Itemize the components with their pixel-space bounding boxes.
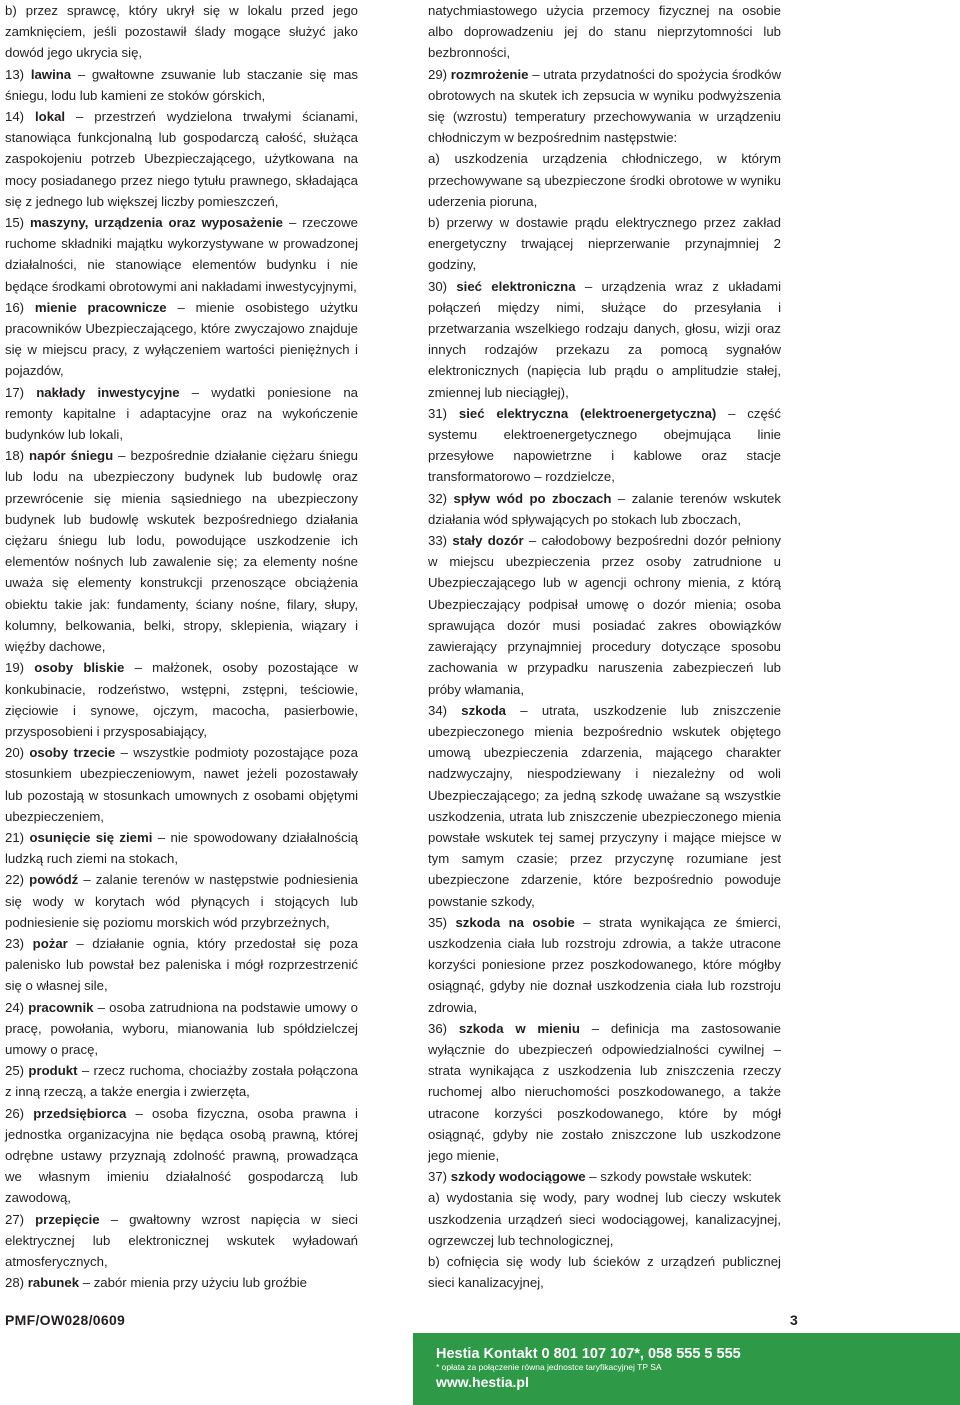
definition-number: 35)	[428, 914, 448, 930]
definition-paragraph	[5, 382, 358, 446]
definition-number: 36)	[428, 1020, 448, 1036]
definition-subitem	[428, 212, 781, 276]
definition-term: produkt	[28, 1063, 78, 1079]
definition-text: – definicja ma zastosowanie wyłącznie do ubezpieczeń odpowiedzialności cywilnej – strata wynikająca z uszkodzenia lub zniszczenia rzeczy ruchomej albo nieruchomości poszkodowanego, a także utracone korzyści poszkodowanego, które by mógł osiągnąć, gdyby nie zostało zniszczone lub uszkodzone jego mienie,	[428, 1020, 781, 1163]
definition-number: 25)	[5, 1063, 25, 1079]
definition-term: rozmrożenie	[450, 66, 529, 82]
definition-number: 17)	[5, 384, 25, 400]
definition-paragraph	[428, 276, 781, 403]
definition-number: 24)	[5, 999, 25, 1015]
definition-paragraph	[428, 530, 781, 700]
definition-text: – strata wynikająca ze śmierci, uszkodzenia ciała lub rozstroju zdrowia, a także utracone korzyści poniesione przez poszkodowanego, które mógłby osiągnąć, gdyby nie doznał uszkodzenia ciała lub rozstroju zdrowia,	[428, 914, 781, 1015]
definition-term: osunięcie się ziemi	[29, 829, 153, 845]
right-text-column	[428, 0, 781, 1293]
definition-text: b) przez sprawcę, który ukrył się w lokalu przed jego zamknięciem, jeśli pozostawił ślady mogące służyć jako dowód jego ukrycia się,	[5, 3, 358, 61]
definition-text: – przestrzeń wydzielona trwałymi ścianami, stanowiąca funkcjonalną lub gospodarczą całość, służąca zaspokojeniu potrzeb Ubezpieczającego, użytkowana na mocy posiadanego przez niego tytułu prawnego, składająca się z jednego lub większej liczby pomieszczeń,	[5, 109, 358, 209]
definition-text: – utrata, uszkodzenie lub zniszczenie ubezpieczonego mienia bezpośrednio wskutek objętego umową ubezpieczenia zdarzenia, mającego charakter nadzwyczajny, niespodziewany i niezależny od woli Ubezpieczającego; za jedną szkodę uważane są wszystkie uszkodzenia, utrata lub zniszczenie ubezpieczonego mienia powstałe wskutek tej samej przyczyny i mające miejsce w tym samym czasie; przez przyczynę rozumiane jest ubezpieczone zdarzenie, które bezpośrednio powoduje powstanie szkody,	[428, 702, 781, 909]
definition-paragraph	[5, 445, 358, 657]
definition-text: – osoba fizyczna, osoba prawna i jednostka organizacyjna nie będąca osobą prawną, której odrębne ustawy przyznają zdolność prawną, prowadząca we własnym imieniu działalność gospodarczą lub zawodową,	[5, 1105, 358, 1206]
definition-text: – bezpośrednie działanie ciężaru śniegu lub lodu na ubezpieczony budynek lub budowlę oraz przewrócenie się mienia sąsiedniego na ubezpieczony budynek lub budowlę wskutek bezpośredniego działania ciężaru śniegu lub lodu, powodujące uszkodzenie ich elementów nośnych lub zawalenie się; za elementy nośne uważa się elementy konstrukcji przenoszące obciążenia obiektu takie jak: fundamenty, ściany nośne, filary, słupy, kolumny, belkowania, belki, stropy, sklepienia, wiązary i więźby dachowe,	[5, 448, 359, 655]
definition-number: 13)	[5, 66, 25, 82]
definition-term: przepięcie	[35, 1211, 100, 1227]
definition-text: – całodobowy bezpośredni dozór pełniony w miejscu ubezpieczenia przez osoby zatrudnione u Ubezpieczającego lub w agencji ochrony mienia, z którą Ubezpieczający podpisał umowę o dozór mienia; osoba sprawująca dozór musi posiadać zakres obowiązków zawierający przynajmniej procedury dotyczące sposobu zachowania w przypadku naruszenia zabezpieczeń lub próby włamania,	[428, 533, 781, 697]
definition-subitem	[428, 1187, 781, 1251]
definition-paragraph	[5, 64, 358, 106]
definition-paragraph	[5, 1209, 358, 1273]
definition-paragraph	[5, 0, 358, 64]
definition-text: – utrata przydatności do spożycia środków obrotowych na skutek ich zepsucia w wyniku podwyższenia się (wzrostu) temperatury przechowywania w urządzeniu chłodniczym w bezpośrednim następstwie:	[428, 66, 781, 146]
definition-number: 19)	[5, 660, 25, 676]
definition-term: osoby bliskie	[34, 660, 125, 676]
definition-paragraph	[428, 700, 781, 912]
contact-phone-text: Hestia Kontakt 0 801 107 107*, 058 555 5 555	[436, 1346, 741, 1362]
definition-paragraph	[428, 0, 781, 64]
definition-text: – zabór mienia przy użyciu lub groźbie	[79, 1275, 308, 1291]
definition-paragraph	[428, 488, 781, 530]
definition-term: rabunek	[27, 1275, 80, 1291]
definition-number: 22)	[5, 872, 25, 888]
definition-number: 21)	[5, 829, 25, 845]
website-link[interactable]: www.hestia.pl	[436, 1374, 529, 1390]
definition-term: stały dozór	[452, 533, 524, 549]
definition-text: – wydatki poniesione na remonty kapitalne i adaptacyjne oraz na wykończenie budynków lub lokali,	[5, 384, 358, 443]
definition-text: – działanie ognia, który przedostał się poza palenisko lub powstał bez paleniska i mógł rozprzestrzenić się o własnej sile,	[5, 935, 358, 994]
definition-number: 30)	[428, 278, 448, 294]
definition-paragraph	[5, 869, 358, 933]
definition-paragraph	[5, 1103, 358, 1209]
definition-paragraph	[5, 1060, 358, 1102]
definition-text: – wszystkie podmioty pozostające poza stosunkiem ubezpieczeniowym, nawet jeżeli pozostawały lub pozostają w stosunkach umownych z osobami objętymi ubezpieczeniem,	[5, 745, 358, 824]
definition-term: pożar	[32, 935, 68, 951]
definition-term: szkoda	[461, 702, 507, 718]
definition-text: – część systemu elektroenergetycznego obejmująca linie przesyłowe napowietrzne i kablowe oraz stacje transformatorowo – rozdzielcze,	[428, 405, 781, 485]
contact-footnote: * opłata za połączenie równa jednostce taryfikacyjnej TP SA	[436, 1362, 662, 1372]
definition-number: 27)	[5, 1211, 25, 1227]
definition-term: napór śniegu	[29, 448, 114, 464]
definition-term: powódź	[29, 872, 79, 888]
definition-term: lokal	[35, 109, 66, 125]
definition-paragraph	[5, 933, 358, 997]
definition-paragraph	[428, 1166, 781, 1187]
definition-term: pracownik	[28, 999, 94, 1015]
definition-number: 23)	[5, 935, 25, 951]
definition-text: – szkody powstałe wskutek:	[585, 1169, 752, 1185]
definition-text: – zalanie terenów wskutek działania wód spływających po stokach lub zboczach,	[428, 490, 781, 527]
definition-number: 16)	[5, 299, 25, 315]
definition-paragraph	[428, 1018, 781, 1166]
definition-number: 28)	[5, 1275, 25, 1291]
definition-text: a) wydostania się wody, pary wodnej lub cieczy wskutek uszkodzenia urządzeń sieci wodociągowej, kanalizacyjnej, ogrzewczej lub technologicznej,	[428, 1190, 781, 1248]
definition-text: – zalanie terenów w następstwie podniesienia się wody w korytach wód płynących i stojących lub podniesienie się poziomu morskich wód przybrzeżnych,	[5, 872, 358, 930]
definition-paragraph	[5, 212, 358, 297]
definition-number: 31)	[428, 405, 448, 421]
definition-number: 29)	[428, 66, 448, 82]
definition-number: 33)	[428, 533, 448, 549]
definition-paragraph	[5, 297, 358, 382]
definition-paragraph	[5, 997, 358, 1061]
definition-text: – małżonek, osoby pozostające w konkubinacie, rodzeństwo, wstępni, zstępni, teściowie, zięciowie i synowe, ojczym, macocha, pasierbowie, przysposobieni i przysposabiający,	[5, 660, 358, 739]
definition-paragraph	[428, 64, 781, 149]
definition-text: – osoba zatrudniona na podstawie umowy o pracę, powołania, wyboru, mianowania lub spółdzielczej umowy o pracę,	[5, 999, 358, 1057]
definition-text: a) uszkodzenia urządzenia chłodniczego, w którym przechowywane są ubezpieczone środki obrotowe w wyniku uderzenia pioruna,	[428, 151, 781, 209]
definition-number: 37)	[428, 1169, 448, 1185]
definition-term: lawina	[30, 66, 72, 82]
definition-subitem	[428, 148, 781, 212]
definition-term: nakłady inwestycyjne	[36, 384, 180, 400]
definition-number: 20)	[5, 745, 25, 761]
definition-term: osoby trzecie	[29, 745, 116, 761]
definition-paragraph	[5, 657, 358, 742]
definition-term: mienie pracownicze	[34, 299, 167, 315]
definition-paragraph	[428, 403, 781, 488]
definition-text: b) przerwy w dostawie prądu elektrycznego przez zakład energetyczny trwającej nieprzerwanie przynajmniej 2 godziny,	[428, 215, 781, 273]
definition-paragraph	[5, 742, 358, 827]
definition-text: – nie spowodowany działalnością ludzką ruch ziemi na stokach,	[5, 829, 358, 867]
definition-term: przedsiębiorca	[33, 1105, 127, 1121]
definition-paragraph	[5, 106, 358, 212]
definition-term: szkoda na osobie	[455, 914, 575, 930]
definition-paragraph	[5, 1272, 358, 1293]
page-number: 3	[790, 1312, 798, 1328]
definition-term: sieć elektryczna (elektroenergetyczna)	[458, 405, 717, 421]
left-text-column	[5, 0, 358, 1293]
definition-number: 34)	[428, 702, 448, 718]
document-code: PMF/OW028/0609	[5, 1312, 126, 1328]
definition-term: sieć elektroniczna	[456, 278, 576, 294]
definition-paragraph	[428, 912, 781, 1018]
definition-text: natychmiastowego użycia przemocy fizycznej na osobie albo doprowadzeniu jej do stanu nieprzytomności lub bezbronności,	[428, 3, 781, 61]
definition-text: – urządzenia wraz z układami połączeń między nimi, służące do przesyłania i przetwarzania wszelkiego rodzaju danych, głosu, wizji oraz innych rodzajów przekazu za pomocą sygnałów elektronicznych (napięcia lub prądu o amplitudzie stałej, zmiennej lub nieciągłej),	[428, 278, 781, 400]
definition-number: 18)	[5, 448, 25, 464]
definition-number: 32)	[428, 490, 448, 506]
definition-paragraph	[5, 827, 358, 869]
definition-text: – gwałtowne zsuwanie lub staczanie się mas śniegu, lodu lub kamieni ze stoków górskich,	[5, 66, 358, 103]
definition-text: b) cofnięcia się wody lub ścieków z urządzeń publicznej sieci kanalizacyjnej,	[428, 1253, 781, 1291]
definition-term: szkody wodociągowe	[450, 1169, 586, 1185]
definition-text: – mienie osobistego użytku pracowników Ubezpieczającego, które zwyczajowo znajduje się w miejscu pracy, z wyłączeniem wartości pieniężnych i pojazdów,	[5, 299, 358, 379]
definition-number: 26)	[5, 1105, 25, 1121]
definition-term: maszyny, urządzenia oraz wyposażenie	[30, 215, 283, 231]
definition-text: – rzecz ruchoma, chociażby została połączona z inną rzeczą, a także energia i zwierzęta,	[5, 1063, 358, 1100]
definition-text: – rzeczowe ruchome składniki majątku wykorzystywane w prowadzonej działalności, nie stanowiące elementów budynku i nie będące środkami obrotowymi ani nakładami inwestycyjnymi,	[5, 215, 358, 294]
definition-term: szkoda w mieniu	[458, 1020, 580, 1036]
definition-text: – gwałtowny wzrost napięcia w sieci elektrycznej lub elektronicznej wskutek wyładowań atmosferycznych,	[5, 1211, 358, 1269]
definition-term: spływ wód po zboczach	[453, 490, 612, 506]
definition-subitem	[428, 1251, 781, 1293]
definition-number: 14)	[5, 109, 25, 125]
definition-number: 15)	[5, 215, 25, 231]
